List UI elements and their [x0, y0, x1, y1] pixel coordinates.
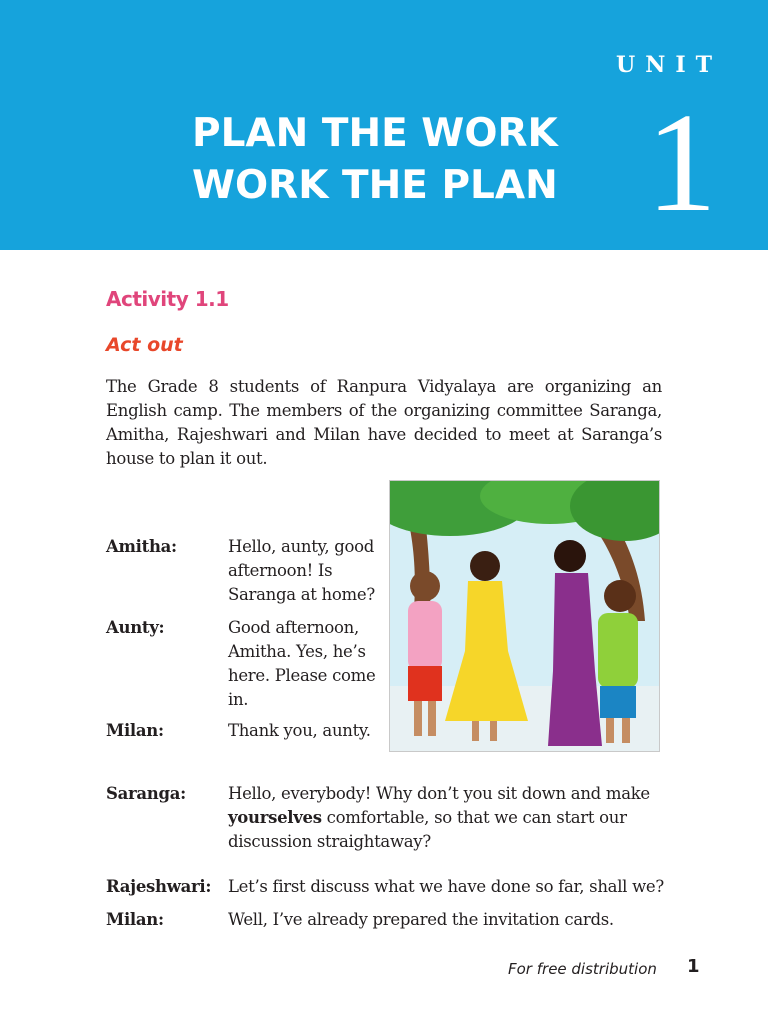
title-line-2: WORK THE PLAN [192, 163, 558, 208]
activity-subheading: Act out [106, 334, 183, 356]
line-text: Hello, aunty, good [228, 537, 375, 556]
speaker-name: Amitha: [106, 537, 177, 556]
line-text: Amitha. Yes, he’s [228, 642, 366, 661]
speaker-name: Milan: [106, 910, 164, 929]
unit-banner [0, 0, 768, 250]
activity-heading: Activity 1.1 [106, 287, 229, 311]
line-text: in. [228, 690, 249, 709]
line-text: Thank you, aunty. [228, 721, 371, 740]
footer-text: For free distribution [508, 960, 657, 978]
children-illustration [389, 480, 660, 752]
unit-label: UNIT [616, 52, 722, 78]
line-text: here. Please come [228, 666, 376, 685]
line-text: Good afternoon, [228, 618, 359, 637]
dialogue-line [228, 719, 388, 743]
dialogue-line [228, 875, 668, 899]
speaker-name: Saranga: [106, 784, 186, 803]
speaker-name: Milan: [106, 721, 164, 740]
dialogue-line [228, 782, 662, 854]
intro-paragraph: The Grade 8 students of Ranpura Vidyalaya are organizing an English camp. The members of the organizing committee Saranga, Amitha, Rajeshwari and Milan have decided to meet at Saranga’s house to plan it out. [106, 377, 662, 468]
unit-number: 1 [646, 83, 717, 241]
line-text: comfortable, so that we can start our [321, 808, 627, 827]
bold-word: yourselves [228, 808, 322, 827]
line-text: discussion straightaway? [228, 832, 431, 851]
unit-title [192, 108, 558, 212]
dialogue-line [228, 535, 388, 607]
line-text: Well, I’ve already prepared the invitation cards. [228, 910, 614, 929]
line-text: afternoon! Is [228, 561, 333, 580]
page-number: 1 [687, 956, 700, 977]
line-text [228, 806, 662, 830]
dialogue-line [228, 616, 388, 712]
line-text: Saranga at home? [228, 585, 375, 604]
title-line-1: PLAN THE WORK [192, 111, 558, 156]
speaker-name: Rajeshwari: [106, 877, 212, 896]
illustration-drawing [390, 481, 659, 751]
speaker-name: Aunty: [106, 618, 165, 637]
line-text: Hello, everybody! Why don’t you sit down and make [228, 784, 650, 803]
line-text: Let’s first discuss what we have done so far, shall we? [228, 877, 664, 896]
dialogue-line [228, 908, 668, 932]
